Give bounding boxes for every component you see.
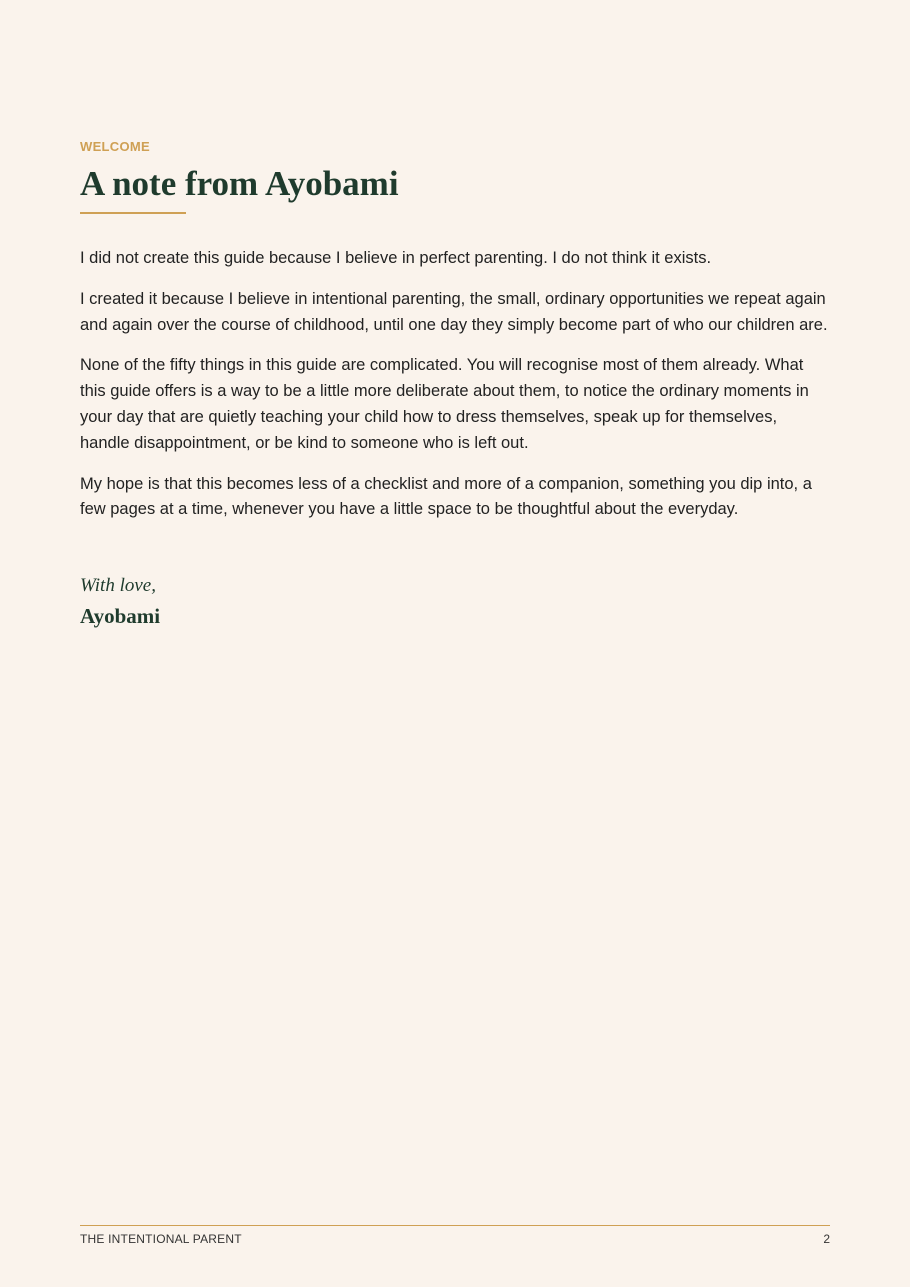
paragraph: I created it because I believe in intentional parenting, the small, ordinary opportunities we repeat again and again over the course of childhood, until one day they simply become part of who our children are. — [80, 289, 828, 334]
signoff-closing: With love, — [80, 575, 156, 596]
section-eyebrow: WELCOME — [80, 139, 150, 154]
paragraph: I did not create this guide because I believe in perfect parenting. I do not think it exists. — [80, 249, 712, 267]
paragraph: My hope is that this becomes less of a checklist and more of a companion, something you dip into, a few pages at a time, whenever you have a little space to be thoughtful about the everyday. — [80, 474, 812, 519]
paragraph: None of the fifty things in this guide are complicated. You will recognise most of them already. What this guide offers is a way to be a little more deliberate about them, to notice the ordinary moments in your day that are quietly teaching your child how to dress themselves, speak up for themselves, handle disappointment, or be kind to someone who is left out. — [80, 356, 809, 452]
document-page — [80, 0, 830, 1287]
signature-name: Ayobami — [80, 604, 161, 628]
page-title: A note from Ayobami — [80, 164, 399, 203]
footer-divider — [80, 1225, 830, 1226]
footer-book-title: THE INTENTIONAL PARENT — [80, 1232, 242, 1246]
footer-page-number: 2 — [823, 1232, 830, 1246]
title-underline — [80, 212, 186, 214]
letter-body — [80, 246, 830, 538]
